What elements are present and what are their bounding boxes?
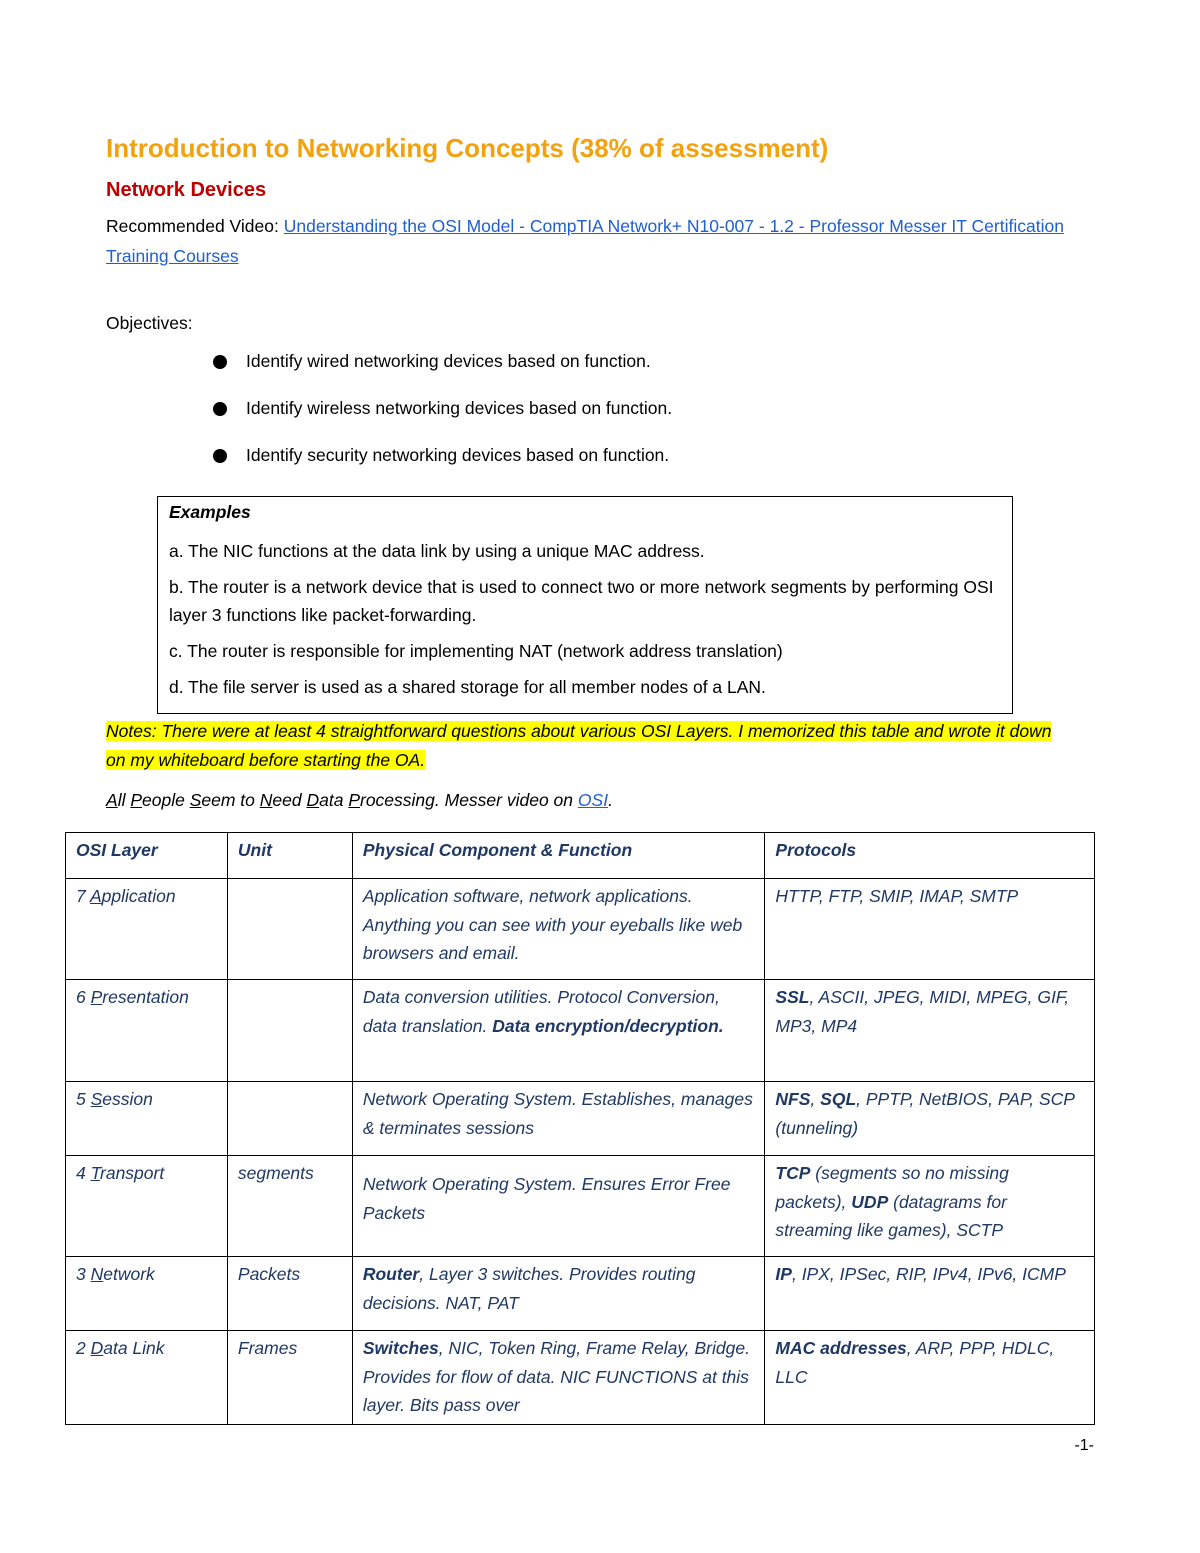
objectives-label: Objectives: xyxy=(106,313,193,333)
mnemonic-words xyxy=(106,790,445,810)
cell-text: , xyxy=(810,1089,821,1109)
page-number: -1- xyxy=(1074,1437,1094,1454)
cell-text: Data encryption/decryption. xyxy=(492,1015,724,1036)
cell-text: Network Operating System. Ensures Error Free Packets xyxy=(362,1174,731,1223)
objective-item xyxy=(213,398,672,419)
mnemonic-word: Seem xyxy=(189,790,241,810)
function-cell xyxy=(352,1156,765,1257)
cell-text: Data conversion utilities. Protocol Conversion, data translation. xyxy=(362,987,720,1036)
osi-table xyxy=(65,832,1095,1425)
unit-cell: Packets xyxy=(227,1257,352,1331)
notes xyxy=(106,717,1066,775)
examples-heading: Examples xyxy=(169,502,251,522)
function-cell xyxy=(352,879,765,980)
cell-text: , ASCII, JPEG, MIDI, MPEG, GIF, MP3, MP4 xyxy=(775,987,1070,1036)
unit-cell: segments xyxy=(227,1156,352,1257)
cell-text: TCP xyxy=(775,1163,811,1183)
protocols-cell xyxy=(765,1331,1095,1425)
protocols-cell xyxy=(765,980,1095,1082)
objective-text: Identify security networking devices based on function. xyxy=(246,445,670,465)
protocols-cell xyxy=(765,1082,1095,1156)
cell-text: , NIC, Token Ring, Frame Relay, Bridge. Provides for flow of data. NIC FUNCTIONS at this layer. Bits pass over xyxy=(362,1338,750,1415)
mnemonic-word: to xyxy=(240,790,260,810)
cell-text: SQL xyxy=(820,1089,857,1109)
table-row xyxy=(66,1082,1095,1156)
header-osi-layer: OSI Layer xyxy=(66,833,228,879)
layer-cell: 7 Application xyxy=(66,879,228,980)
header-function: Physical Component & Function xyxy=(352,833,765,879)
layer-cell: 6 Presentation xyxy=(66,980,228,1082)
table-row xyxy=(66,1156,1095,1257)
cell-text: UDP xyxy=(851,1191,889,1212)
table-row xyxy=(66,1331,1095,1425)
header-protocols: Protocols xyxy=(765,833,1095,879)
unit-cell xyxy=(227,879,352,980)
layer-cell: 2 Data Link xyxy=(66,1331,228,1425)
cell-text: IP xyxy=(775,1264,792,1284)
cell-text: (datagrams for streaming like games), SCTP xyxy=(775,1191,1007,1240)
cell-text: , ARP, PPP, HDLC, LLC xyxy=(775,1338,1055,1387)
layer-cell: 5 Session xyxy=(66,1082,228,1156)
protocols-cell xyxy=(765,879,1095,980)
cell-text: Switches xyxy=(362,1338,439,1358)
cell-text: Router xyxy=(362,1264,420,1284)
function-cell xyxy=(352,1082,765,1156)
table-row xyxy=(66,1257,1095,1331)
mnemonic xyxy=(106,790,613,811)
cell-text: SSL xyxy=(775,987,810,1007)
table-header-row xyxy=(66,833,1095,879)
unit-cell xyxy=(227,980,352,1082)
cell-text: , IPX, IPSec, RIP, IPv4, IPv6, ICMP xyxy=(791,1264,1066,1284)
recommended-label: Recommended Video: xyxy=(106,216,279,236)
examples-box xyxy=(157,496,1013,714)
objective-item xyxy=(213,351,651,372)
objective-text: Identify wireless networking devices based on function. xyxy=(246,398,673,418)
osi-link[interactable]: OSI xyxy=(577,790,609,810)
unit-cell: Frames xyxy=(227,1331,352,1425)
table-row xyxy=(66,879,1095,980)
example-item: c. The router is responsible for implementing NAT (network address translation) xyxy=(169,641,783,661)
example-item: b. The router is a network device that is used to connect two or more network segments by performing OSI layer 3 functions like packet-forwarding. xyxy=(169,577,994,625)
objective-text: Identify wired networking devices based on function. xyxy=(246,351,651,371)
recommended-video xyxy=(106,211,1096,271)
video-link[interactable]: Understanding the OSI Model - CompTIA Network+ N10-007 - 1.2 - Professor Messer IT Certification Training Courses xyxy=(106,216,1064,266)
example-item: d. The file server is used as a shared storage for all member nodes of a LAN. xyxy=(169,677,766,697)
mnemonic-word: All xyxy=(106,790,131,810)
objective-item xyxy=(213,445,669,466)
example-item: a. The NIC functions at the data link by using a unique MAC address. xyxy=(169,541,705,561)
cell-text: , PPTP, NetBIOS, PAP, SCP (tunneling) xyxy=(775,1089,1075,1138)
cell-text: Application software, network applications. Anything you can see with your eyeballs like web browsers and email. xyxy=(362,886,743,963)
mnemonic-word: Processing. xyxy=(348,790,445,810)
cell-text: , Layer 3 switches. Provides routing decisions. NAT, PAT xyxy=(362,1264,696,1313)
cell-text: (segments so no missing packets), xyxy=(775,1163,1009,1212)
bullet-icon xyxy=(213,355,227,369)
cell-text: MAC addresses xyxy=(775,1338,907,1358)
protocols-cell xyxy=(765,1156,1095,1257)
bullet-icon xyxy=(213,449,227,463)
header-unit: Unit xyxy=(227,833,352,879)
section-heading: Network Devices xyxy=(106,179,267,201)
mnemonic-word: Need xyxy=(259,790,307,810)
function-cell xyxy=(352,1331,765,1425)
layer-cell: 4 Transport xyxy=(66,1156,228,1257)
function-cell xyxy=(352,1257,765,1331)
notes-highlight: Notes: There were at least 4 straightforward questions about various OSI Layers. I memorized this table and wrote it down on my whiteboard before starting the OA. xyxy=(106,721,1052,770)
page-title: Introduction to Networking Concepts (38% of assessment) xyxy=(106,133,829,163)
unit-cell xyxy=(227,1082,352,1156)
layer-cell: 3 Network xyxy=(66,1257,228,1331)
cell-text: HTTP, FTP, SMIP, IMAP, SMTP xyxy=(775,886,1019,906)
protocols-cell xyxy=(765,1257,1095,1331)
function-cell xyxy=(352,980,765,1082)
mnemonic-end: . xyxy=(608,790,613,810)
cell-text: NFS xyxy=(775,1089,811,1109)
bullet-icon xyxy=(213,402,227,416)
cell-text: Network Operating System. Establishes, manages & terminates sessions xyxy=(362,1089,753,1138)
table-row xyxy=(66,980,1095,1082)
mnemonic-suffix: Messer video on xyxy=(444,790,574,810)
mnemonic-word: Data xyxy=(306,790,349,810)
mnemonic-word: People xyxy=(130,790,190,810)
